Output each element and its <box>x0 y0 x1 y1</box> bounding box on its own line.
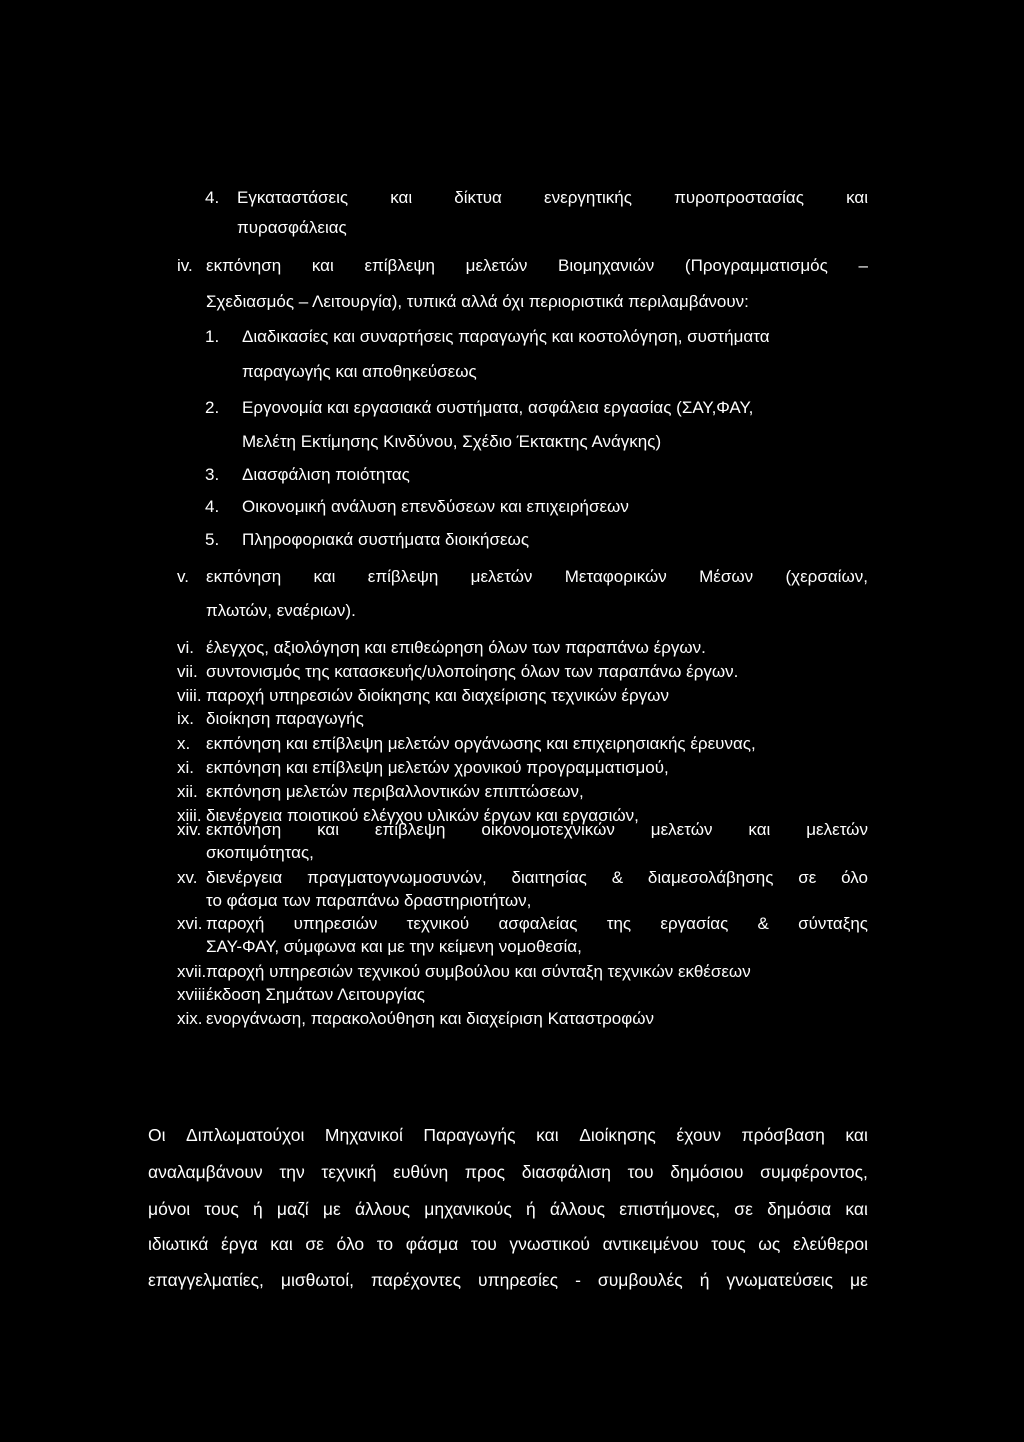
word: με <box>850 1270 868 1290</box>
word: επίβλεψη <box>374 820 446 839</box>
word: σε <box>305 1234 324 1254</box>
word: διαιτησίας <box>511 868 587 887</box>
roman-label: xi. <box>177 758 194 777</box>
subitem-text: Διαδικασίες και συναρτήσεις παραγωγής και κοστολόγηση, συστήματα <box>242 327 770 346</box>
word: Διπλωματούχοι <box>186 1125 305 1145</box>
word: μαζί <box>276 1199 309 1219</box>
word: και <box>313 567 336 586</box>
roman-item-text: διοίκηση παραγωγής <box>206 709 364 728</box>
word: Μέσων <box>699 567 754 586</box>
word: συμφέροντος, <box>760 1162 868 1182</box>
word: και <box>317 820 339 839</box>
paragraph-line <box>148 1270 868 1290</box>
word: τους <box>204 1199 239 1219</box>
word: εργασίας <box>660 914 729 933</box>
word: έργα <box>220 1234 258 1254</box>
item-xv-line2: το φάσμα των παραπάνω δραστηριοτήτων, <box>206 891 532 910</box>
word: Διοίκησης <box>579 1125 656 1145</box>
word: πυροπροστασίας <box>674 188 804 207</box>
section-number: 4. <box>205 188 220 207</box>
word: εκπόνηση <box>206 820 282 839</box>
word: όλο <box>841 868 868 887</box>
item-xiv-line2: σκοπιμότητας, <box>206 843 314 862</box>
item-xvi-line1 <box>206 914 868 934</box>
word: δίκτυα <box>454 188 502 207</box>
roman-label: xii. <box>177 782 198 801</box>
word: δημόσιου <box>670 1162 744 1182</box>
subitem-number: 4. <box>205 497 220 516</box>
roman-label-iv: iv. <box>177 256 193 275</box>
word: Μεταφορικών <box>564 567 667 586</box>
word: οικονομοτεχνικών <box>481 820 615 839</box>
word: (χερσαίων, <box>785 567 868 586</box>
word: Εγκαταστάσεις <box>237 188 349 207</box>
word: σε <box>798 868 817 887</box>
word: και <box>846 188 868 207</box>
item-xiv-line1 <box>206 820 868 840</box>
word: άλλους <box>354 1199 411 1219</box>
roman-item-text: συντονισμός της κατασκευής/υλοποίησης όλων των παραπάνω έργων. <box>206 662 739 681</box>
word: ή <box>699 1270 710 1290</box>
word: όλο <box>336 1234 365 1254</box>
roman-item-text: εκπόνηση και επίβλεψη μελετών οργάνωσης και επιχειρησιακής έρευνας, <box>206 734 756 753</box>
word: πρόσβαση <box>741 1125 825 1145</box>
roman-label-xiv: xiv. <box>177 820 202 839</box>
word: το <box>376 1234 394 1254</box>
roman-item-text: παροχή υπηρεσιών διοίκησης και διαχείρισης τεχνικών έργων <box>206 686 669 705</box>
word: και <box>748 820 771 839</box>
word: τεχνική <box>321 1162 377 1182</box>
roman-item-text: ενοργάνωση, παρακολούθηση και διαχείριση Καταστροφών <box>206 1009 654 1028</box>
word: μισθωτοί, <box>280 1270 354 1290</box>
word: - <box>575 1270 581 1290</box>
word: γνωστικού <box>509 1234 590 1254</box>
subitem-number: 5. <box>205 530 220 549</box>
word: και <box>845 1199 868 1219</box>
paragraph-line <box>148 1199 868 1219</box>
word: γνωματεύσεις <box>726 1270 834 1290</box>
word: και <box>390 188 413 207</box>
subitem-number: 3. <box>205 465 220 484</box>
word: και <box>311 256 334 275</box>
word: τους <box>711 1234 746 1254</box>
word: φάσμα <box>405 1234 459 1254</box>
word: με <box>322 1199 341 1219</box>
word: σε <box>734 1199 753 1219</box>
word: – <box>858 256 868 275</box>
roman-label: xvii. <box>177 962 207 981</box>
word: σύνταξης <box>798 914 868 933</box>
word: επίβλεψη <box>367 567 439 586</box>
word: επαγγελματίες, <box>148 1270 264 1290</box>
word: Βιομηχανιών <box>558 256 655 275</box>
word: διασφάλιση <box>521 1162 611 1182</box>
word: εκπόνηση <box>206 256 282 275</box>
subitem-text: Εργονομία και εργασιακά συστήματα, ασφάλεια εργασίας (ΣΑΥ,ΦΑΥ, <box>242 398 754 417</box>
subitem-text-line2: παραγωγής και αποθηκεύσεως <box>242 362 477 381</box>
roman-item-text: έκδοση Σημάτων Λειτουργίας <box>206 985 425 1004</box>
word: επίβλεψη <box>364 256 435 275</box>
subitem-number: 2. <box>205 398 220 417</box>
word: μελετών <box>470 567 533 586</box>
item-iv-line2: Σχεδιασμός – Λειτουργία), τυπικά αλλά όχι περιοριστικά περιλαμβάνουν: <box>206 292 749 311</box>
word: της <box>606 914 632 933</box>
word: Οι <box>148 1125 166 1145</box>
word: ιδιωτικά <box>148 1234 209 1254</box>
word: ως <box>758 1234 781 1254</box>
word: αντικειμένου <box>602 1234 699 1254</box>
word: μελετών <box>465 256 528 275</box>
paragraph-line <box>148 1125 868 1145</box>
word: δημόσια <box>767 1199 832 1219</box>
word: εκπόνηση <box>206 567 282 586</box>
roman-label: vi. <box>177 638 194 657</box>
item-v-line1 <box>206 567 868 587</box>
roman-label-xvi: xvi. <box>177 914 203 933</box>
word: παροχή <box>206 914 265 933</box>
word: υπηρεσίες <box>478 1270 559 1290</box>
roman-label: xviii. <box>177 985 211 1004</box>
paragraph-line <box>148 1234 868 1254</box>
word: και <box>845 1125 868 1145</box>
roman-label: ix. <box>177 709 194 728</box>
word: τεχνικού <box>406 914 470 933</box>
word: πραγματογνωμοσυνών, <box>307 868 487 887</box>
word: ή <box>252 1199 263 1219</box>
roman-label: viii. <box>177 686 202 705</box>
word: διαμεσολάβησης <box>647 868 774 887</box>
word: του <box>470 1234 497 1254</box>
word: την <box>279 1162 305 1182</box>
roman-item-text: εκπόνηση και επίβλεψη μελετών χρονικού προγραμματισμού, <box>206 758 669 777</box>
roman-item-text: έλεγχος, αξιολόγηση και επιθεώρηση όλων των παραπάνω έργων. <box>206 638 706 657</box>
word: διενέργεια <box>206 868 283 887</box>
word: μηχανικούς <box>424 1199 512 1219</box>
word: Παραγωγής <box>423 1125 516 1145</box>
paragraph-line <box>148 1162 868 1182</box>
roman-label: x. <box>177 734 191 753</box>
section-heading-line2: πυρασφάλειας <box>237 218 347 237</box>
roman-label-xv: xv. <box>177 868 198 887</box>
word: αναλαμβάνουν <box>148 1162 263 1182</box>
roman-label: vii. <box>177 662 198 681</box>
roman-item-text: εκπόνηση μελετών περιβαλλοντικών επιπτώσεων, <box>206 782 584 801</box>
word: επιστήμονες, <box>619 1199 721 1219</box>
subitem-number: 1. <box>205 327 220 346</box>
roman-item-text: διενέργεια ποιοτικού ελέγχου υλικών έργων και εργασιών, <box>206 806 639 825</box>
word: και <box>270 1234 293 1254</box>
roman-label: xiii. <box>177 806 202 825</box>
item-xvi-line2: ΣΑΥ-ΦΑΥ, σύμφωνα και με την κείμενη νομοθεσία, <box>206 937 582 956</box>
word: Μηχανικοί <box>324 1125 403 1145</box>
subitem-text: Πληροφοριακά συστήματα διοικήσεως <box>242 530 530 549</box>
item-iv-line1 <box>206 256 868 276</box>
word: (Προγραμματισμός <box>684 256 828 275</box>
roman-label-v: v. <box>177 567 189 586</box>
word: μελετών <box>650 820 713 839</box>
word: ή <box>526 1199 536 1219</box>
item-v-line2: πλωτών, εναέριων). <box>206 601 356 620</box>
word: μελετών <box>806 820 868 839</box>
section-heading-line1 <box>237 188 868 208</box>
roman-label: xix. <box>177 1009 203 1028</box>
word: και <box>536 1125 559 1145</box>
word: ελεύθεροι <box>792 1234 868 1254</box>
word: συμβουλές <box>597 1270 683 1290</box>
word: μόνοι <box>148 1199 191 1219</box>
word: ευθύνη <box>393 1162 449 1182</box>
item-xv-line1 <box>206 868 868 888</box>
word: έχουν <box>676 1125 721 1145</box>
roman-item-text: παροχή υπηρεσιών τεχνικού συμβούλου και σύνταξη τεχνικών εκθέσεων <box>206 962 751 981</box>
subitem-text: Οικονομική ανάλυση επενδύσεων και επιχειρήσεων <box>242 497 629 516</box>
word: & <box>611 868 624 887</box>
word: προς <box>464 1162 506 1182</box>
word: ενεργητικής <box>544 188 632 207</box>
word: παρέχοντες <box>370 1270 462 1290</box>
word: υπηρεσιών <box>293 914 378 933</box>
word: & <box>757 914 769 933</box>
subitem-text-line2: Μελέτη Εκτίμησης Κινδύνου, Σχέδιο Έκτακτης Ανάγκης) <box>242 432 662 451</box>
word: ασφαλείας <box>498 914 578 933</box>
word: άλλους <box>549 1199 606 1219</box>
subitem-text: Διασφάλιση ποιότητας <box>242 465 410 484</box>
word: του <box>627 1162 654 1182</box>
